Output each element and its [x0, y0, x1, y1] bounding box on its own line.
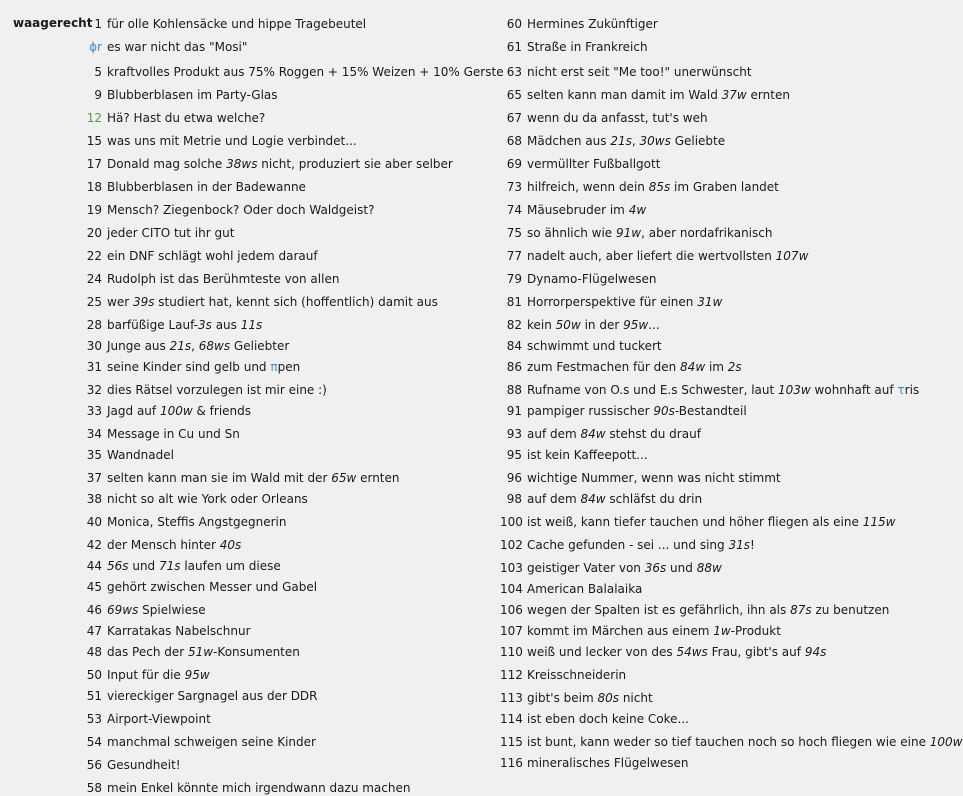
clue-text: Karratakas Nabelschnur	[107, 624, 251, 638]
clue-row	[500, 711, 915, 727]
clue-row	[500, 537, 915, 553]
clue-row	[80, 558, 495, 574]
clue-row	[500, 156, 915, 172]
clue-number: 84	[506, 339, 522, 353]
clue-text: Hä? Hast du etwa welche?	[107, 111, 266, 125]
clue-number: 65	[506, 88, 522, 102]
clue-text: 69ws Spielwiese	[107, 603, 206, 617]
clue-row	[500, 16, 915, 32]
clue-text: geistiger Vater von 36s und 88w	[527, 561, 722, 575]
clue-number: 104	[500, 582, 523, 596]
clue-number: 28	[86, 318, 102, 332]
clue-text: 56s und 71s laufen um diese	[107, 559, 281, 573]
clue-text: selten kann man damit im Wald 37w ernten	[527, 88, 790, 102]
clue-text: American Balalaika	[527, 582, 643, 596]
clue-text: barfüßige Lauf-3s aus 11s	[107, 318, 263, 332]
clue-text: Cache gefunden - sei ... und sing 31s!	[527, 538, 755, 552]
clue-number: 42	[86, 538, 102, 552]
clue-number: 38	[86, 492, 102, 506]
clue-row	[500, 64, 915, 80]
clue-text: wichtige Nummer, wenn was nicht stimmt	[527, 471, 781, 485]
clue-number: 93	[506, 427, 522, 441]
clue-text: ein DNF schlägt wohl jedem darauf	[107, 249, 318, 263]
clue-number: 110	[500, 645, 523, 659]
clue-row	[500, 271, 915, 287]
clue-row	[500, 690, 915, 706]
clue-number: 63	[506, 65, 522, 79]
clue-number: 34	[86, 427, 102, 441]
clue-row	[80, 667, 495, 683]
clue-text: mein Enkel könnte mich irgendwann dazu machen	[107, 781, 411, 795]
clue-row	[500, 470, 915, 486]
clue-number: 5	[94, 65, 102, 79]
clue-number: ϕr	[89, 40, 102, 54]
clue-number: 95	[506, 448, 522, 462]
clue-row	[80, 359, 495, 375]
clue-text: Monica, Steffis Angstgegnerin	[107, 515, 287, 529]
clue-row	[500, 560, 915, 576]
clue-number: 100	[500, 515, 523, 529]
clue-text: wenn du da anfasst, tut's weh	[527, 111, 708, 125]
clue-text: Kreisschneiderin	[527, 668, 627, 682]
clue-number: 48	[86, 645, 102, 659]
clue-number: 114	[500, 712, 523, 726]
clue-row	[80, 110, 495, 126]
clue-number: 86	[506, 360, 522, 374]
clue-row	[500, 667, 915, 683]
clue-text: Airport-Viewpoint	[107, 712, 211, 726]
clue-text: selten kann man sie im Wald mit der 65w ernten	[107, 471, 400, 485]
clue-row	[500, 110, 915, 126]
clue-text: Donald mag solche 38ws nicht, produziert sie aber selber	[107, 157, 453, 171]
clue-number: 60	[506, 17, 522, 31]
clue-text: wer 39s studiert hat, kennt sich (hoffentlich) damit aus	[107, 295, 438, 309]
clue-row	[500, 403, 915, 419]
clue-number: 17	[86, 157, 102, 171]
clue-row	[500, 317, 915, 333]
clue-number: 54	[86, 735, 102, 749]
clue-number: 77	[506, 249, 522, 263]
clue-row	[80, 537, 495, 553]
clue-number: 113	[500, 691, 523, 705]
clue-text: Input für die 95w	[107, 668, 210, 682]
clue-number: 61	[506, 40, 522, 54]
clue-row	[500, 87, 915, 103]
clue-row	[500, 734, 963, 750]
clue-row	[500, 225, 915, 241]
clue-row	[80, 470, 495, 486]
clue-text: das Pech der 51w-Konsumenten	[107, 645, 300, 659]
clue-number: 79	[506, 272, 522, 286]
clue-row	[80, 711, 495, 727]
clue-number: 75	[506, 226, 522, 240]
clue-row	[500, 581, 915, 597]
clue-number: 44	[86, 559, 102, 573]
clue-number: 33	[86, 404, 102, 418]
clue-number: 68	[506, 134, 522, 148]
clue-row	[80, 16, 495, 32]
clue-row	[500, 133, 915, 149]
clue-row	[80, 780, 495, 796]
clue-text: wegen der Spalten ist es gefährlich, ihn als 87s zu benutzen	[527, 603, 890, 617]
clue-row	[80, 644, 495, 660]
clue-number: 73	[506, 180, 522, 194]
clue-row	[500, 755, 915, 771]
clue-number: 40	[86, 515, 102, 529]
clue-number: 107	[500, 624, 523, 638]
clue-row	[80, 514, 495, 530]
clue-text: Mädchen aus 21s, 30ws Geliebte	[527, 134, 726, 148]
clue-row	[80, 87, 495, 103]
clue-row	[80, 688, 495, 704]
clue-text: pampiger russischer 90s-Bestandteil	[527, 404, 747, 418]
clue-text: nicht erst seit "Me too!" unerwünscht	[527, 65, 752, 79]
clue-text: seine Kinder sind gelb und πpen	[107, 360, 301, 374]
clue-section-heading: waagerecht	[13, 16, 93, 30]
clue-text: hilfreich, wenn dein 85s im Graben landet	[527, 180, 779, 194]
clue-number: 35	[86, 448, 102, 462]
clue-row	[500, 202, 915, 218]
clue-row	[500, 294, 915, 310]
clue-text: Junge aus 21s, 68ws Geliebter	[107, 339, 290, 353]
clue-number: 22	[86, 249, 102, 263]
clue-text: kein 50w in der 95w...	[527, 318, 660, 332]
clue-row	[500, 644, 915, 660]
clue-number: 81	[506, 295, 522, 309]
clue-row	[80, 179, 495, 195]
clue-row	[80, 403, 495, 419]
clue-row	[80, 294, 495, 310]
clue-text: dies Rätsel vorzulegen ist mir eine :)	[107, 383, 327, 397]
clue-text: jeder CITO tut ihr gut	[107, 226, 235, 240]
clue-row	[80, 248, 495, 264]
clue-row	[500, 426, 915, 442]
clue-text: Blubberblasen im Party-Glas	[107, 88, 278, 102]
clue-number: 53	[86, 712, 102, 726]
clue-number: 88	[506, 383, 522, 397]
clue-text: nicht so alt wie York oder Orleans	[107, 492, 308, 506]
clue-number: 45	[86, 580, 102, 594]
clue-row	[500, 39, 915, 55]
clue-number: 30	[86, 339, 102, 353]
clue-number: 91	[506, 404, 522, 418]
clue-number: 31	[86, 360, 102, 374]
clue-number: 96	[506, 471, 522, 485]
clue-row	[80, 133, 495, 149]
clue-number: 46	[86, 603, 102, 617]
clue-number: 32	[86, 383, 102, 397]
clue-row	[80, 382, 495, 398]
clue-text: schwimmt und tuckert	[527, 339, 662, 353]
clue-text: manchmal schweigen seine Kinder	[107, 735, 316, 749]
clue-text: Gesundheit!	[107, 758, 181, 772]
clue-text: Straße in Frankreich	[527, 40, 648, 54]
clue-row	[500, 491, 915, 507]
clue-number: 106	[500, 603, 523, 617]
clue-text: Blubberblasen in der Badewanne	[107, 180, 306, 194]
clue-number: 116	[500, 756, 523, 770]
clue-row	[80, 338, 495, 354]
clue-column-right	[500, 16, 963, 771]
clue-row	[500, 179, 915, 195]
clue-row	[80, 447, 495, 463]
clue-text: für olle Kohlensäcke und hippe Tragebeutel	[107, 17, 367, 31]
clue-row	[500, 338, 915, 354]
clue-number: 115	[500, 735, 523, 749]
clue-number: 58	[86, 781, 102, 795]
clue-text: Rufname von O.s und E.s Schwester, laut 103w wohnhaft auf τris	[527, 383, 920, 397]
clue-text: nadelt auch, aber liefert die wertvollsten 107w	[527, 249, 809, 263]
clue-number: 18	[86, 180, 102, 194]
clue-text: gibt's beim 80s nicht	[527, 691, 653, 705]
clue-number: 47	[86, 624, 102, 638]
clue-column-left	[80, 16, 504, 796]
clue-row	[80, 491, 495, 507]
clue-text: der Mensch hinter 40s	[107, 538, 242, 552]
clue-text: Mäusebruder im 4w	[527, 203, 647, 217]
clue-text: auf dem 84w schläfst du drin	[527, 492, 703, 506]
clue-text: weiß und lecker von des 54ws Frau, gibt's auf 94s	[527, 645, 827, 659]
clue-text: Hermines Zukünftiger	[527, 17, 658, 31]
clue-text: ist weiß, kann tiefer tauchen und höher fliegen als eine 115w	[527, 515, 896, 529]
clue-row	[80, 623, 495, 639]
clue-row	[80, 64, 504, 80]
clue-row	[500, 514, 915, 530]
clue-row	[500, 623, 915, 639]
clue-number: 74	[506, 203, 522, 217]
clue-text: ist eben doch keine Coke...	[527, 712, 689, 726]
clue-number: 1	[94, 17, 102, 31]
clue-text: Message in Cu und Sn	[107, 427, 240, 441]
clue-number: 51	[86, 689, 102, 703]
clue-text: was uns mit Metrie und Logie verbindet...	[107, 134, 357, 148]
clue-number: 67	[506, 111, 522, 125]
clue-number: 103	[500, 561, 523, 575]
clue-row	[80, 225, 495, 241]
clue-text: vermüllter Fußballgott	[527, 157, 661, 171]
clue-text: Horrorperspektive für einen 31w	[527, 295, 723, 309]
clue-row	[80, 757, 495, 773]
clue-row	[500, 602, 915, 618]
clue-text: Jagd auf 100w & friends	[107, 404, 252, 418]
clue-number: 50	[86, 668, 102, 682]
clue-number: 12	[86, 111, 102, 125]
clue-text: kraftvolles Produkt aus 75% Roggen + 15% Weizen + 10% Gerste	[107, 65, 504, 79]
clue-row	[500, 382, 920, 398]
clue-row	[80, 39, 495, 55]
clue-text: ist bunt, kann weder so tief tauchen noch so hoch fliegen wie eine 100w	[527, 735, 963, 749]
clue-row	[80, 202, 495, 218]
clue-number: 82	[506, 318, 522, 332]
clue-text: Wandnadel	[107, 448, 174, 462]
clue-number: 69	[506, 157, 522, 171]
clue-row	[80, 579, 495, 595]
clue-number: 20	[86, 226, 102, 240]
clue-text: Mensch? Ziegenbock? Oder doch Waldgeist?	[107, 203, 375, 217]
clue-text: mineralisches Flügelwesen	[527, 756, 689, 770]
clue-number: 25	[86, 295, 102, 309]
clue-text: auf dem 84w stehst du drauf	[527, 427, 701, 441]
clue-number: 37	[86, 471, 102, 485]
clue-number: 112	[500, 668, 523, 682]
clue-text: Dynamo-Flügelwesen	[527, 272, 657, 286]
clue-row	[500, 359, 915, 375]
clue-text: kommt im Märchen aus einem 1w-Produkt	[527, 624, 781, 638]
clue-text: viereckiger Sargnagel aus der DDR	[107, 689, 318, 703]
clue-number: 98	[506, 492, 522, 506]
clue-number: 15	[86, 134, 102, 148]
clue-text: so ähnlich wie 91w, aber nordafrikanisch	[527, 226, 773, 240]
clue-number: 56	[86, 758, 102, 772]
clue-text: zum Festmachen für den 84w im 2s	[527, 360, 742, 374]
clue-row	[80, 156, 495, 172]
clue-text: Rudolph ist das Berühmteste von allen	[107, 272, 340, 286]
clue-number: 102	[500, 538, 523, 552]
clue-text: gehört zwischen Messer und Gabel	[107, 580, 318, 594]
clue-row	[80, 426, 495, 442]
clue-row	[500, 447, 915, 463]
clue-row	[500, 248, 915, 264]
clue-text: es war nicht das "Mosi"	[107, 40, 248, 54]
clue-row	[80, 271, 495, 287]
clue-number: 24	[86, 272, 102, 286]
clue-row	[80, 734, 495, 750]
clue-row	[80, 602, 495, 618]
clue-text: ist kein Kaffeepott...	[527, 448, 648, 462]
clue-number: 19	[86, 203, 102, 217]
clue-number: 9	[94, 88, 102, 102]
clue-row	[80, 317, 495, 333]
